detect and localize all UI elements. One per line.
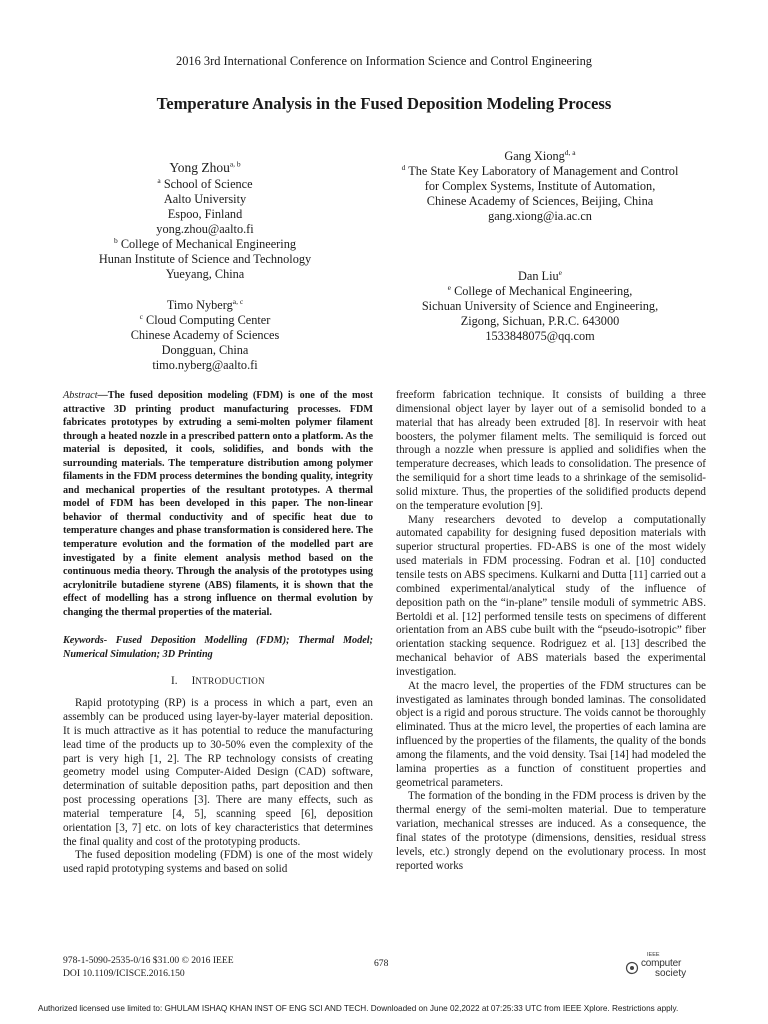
author-email: 1533848075@qq.com (485, 329, 595, 343)
logo-text-computer: computer (641, 958, 682, 969)
author-email: yong.zhou@aalto.fi (156, 222, 254, 236)
paragraph: Many researchers devoted to develop a computationally automated capability for designing fused deposition materials with superior structural properties. FD-ABS is one of the most widely used materials in FDM processing. Fodran et al. [10] conducted tensile tests on ABS specimens. Kulkarni and Dutta [11] carried out a combined experimental/analytical study of the influence of deposition path on the “in-plane” tensile moduli of symmetric ABS. Bertoldi et al. [12] performed tensile tests on specimens of different orientation from an ABS cube built with the “pseudo-isotropic” fiber orientation stacking sequence. Rodriguez et al. [13] described the mechanical behavior of ABS materials based the experimental investigation. (396, 513, 706, 678)
author-block-left (55, 160, 355, 373)
author-block-right (380, 149, 700, 344)
affiliation-line: Sichuan University of Science and Engineering, (421, 299, 659, 313)
page-number: 678 (374, 958, 389, 969)
author-name-dan-liu: Dan Liu$^e$ (518, 267, 562, 283)
authorized-use-notice: Authorized licensed use limited to: GHULAM ISHAQ KHAN INST OF ENG SCI AND TECH. Downloaded on June 02,2022 at 07:25:33 UTC from IEEE Xplore. Restrictions apply. (38, 1004, 679, 1013)
computer-society-icon (625, 961, 639, 975)
author-email: gang.xiong@ia.ac.cn (488, 209, 592, 223)
affiliation-line: $^c$ Cloud Computing Center (139, 311, 271, 327)
affiliation-line: Espoo, Finland (167, 207, 243, 221)
paragraph: freeform fabrication technique. It consists of building a three dimensional object layer by layer out of a semisolid bonded to a material that has already been extruded [8]. In reservoir with heat boosters, the polymer filament melts. The semiliquid is forced out through a nozzle when pressure is applied and solidifies when the temperature decreases, which leads to consolidation. The presence of the semiliquid for a short time leads to a shrinkage of the semisolid-solid mixture. Thus, the properties of the solidified products depend on the temperature evolution [9]. (396, 389, 706, 512)
affiliation-line: Chinese Academy of Sciences, Beijing, China (426, 194, 654, 208)
footer-doi: DOI 10.1109/ICISCE.2016.150 (63, 968, 185, 979)
section-heading-introduction: I. INTRODUCTION (171, 675, 265, 688)
affiliation-line: Yueyang, China (165, 267, 245, 281)
abstract: Abstract—The fused deposition modeling (FDM) is one of the most attractive 3D printing product manufacturing processes. FDM fabricates prototypes by extruding a semi-molten polymer filament through a heated nozzle in a prescribed pattern onto a platform. As the material is deposited, it cools, solidifies, and bonds with the surrounding materials. The temperature distribution among polymer filaments in the FDM process determines the bonding quality, integrity and mechanical properties of the resultant prototypes. A thermal model of FDM has been developed in this paper. The non-linear behavior of thermal conductivity and of specific heat due to temperature changes and phase transformation is considered here. The temperature evolution and the formation of the modelled part are investigated by a finite element analysis method based on the continuous media theory. Through the analysis of the prototypes using acrylonitrile butadiene styrene (ABS) filaments, it is shown that the effect of modelling has a strong influence on thermal evolution by changing the thermal properties of the material. (63, 390, 373, 618)
affiliation-line: for Complex Systems, Institute of Automation, (424, 179, 656, 193)
affiliation-line: $^e$ College of Mechanical Engineering, (447, 282, 633, 298)
paragraph: Rapid prototyping (RP) is a process in which a part, even an assembly can be produced using layer-by-layer material deposition. It is much attractive as it has potential to reduce the manufacturing lead time of the products up to 30-50% even the complexity of the part is very high [1, 2]. The RP technology consists of creating geometry model using Computer-Aided Design (CAD) software, determination of suitable deposition paths, part deposition and then post processing operations [3]. There are many effects, such as material temperature [4, 5], scanning speed [6], deposition orientation [3, 7] etc. on lots of key characteristics that determines the final quality and cost of the prototyping products. (63, 697, 373, 848)
conference-name: 2016 3rd International Conference on Information Science and Control Engineering (176, 54, 592, 68)
affiliation-line: Aalto University (163, 192, 247, 206)
author-email: timo.nyberg@aalto.fi (152, 358, 258, 372)
paper-title: Temperature Analysis in the Fused Deposition Modeling Process (156, 94, 612, 113)
paragraph: The formation of the bonding in the FDM process is driven by the thermal energy of the semi-molten material. Due to temperature variation, mechanical stresses are induced. As a consequence, the final states of the prototype (dimensions, densities, residual stress levels, etc.) strongly depend on the evolutionary process. In most reported works (396, 790, 706, 872)
paragraph: The fused deposition modeling (FDM) is one of the most widely used rapid prototyping systems and based on solid (63, 849, 373, 876)
affiliation-line: Dongguan, China (161, 343, 249, 357)
author-name-gang-xiong: Gang Xiong$^{d, a}$ (504, 147, 576, 163)
left-column (63, 389, 373, 877)
affiliation-line: $^d$ The State Key Laboratory of Management and Control (401, 162, 679, 178)
affiliation-line: Hunan Institute of Science and Technology (98, 252, 312, 266)
ieee-computer-society-logo (625, 952, 705, 980)
right-column (396, 389, 706, 874)
author-name-timo-nyberg: Timo Nyberg$^{a, c}$ (166, 296, 244, 312)
logo-text-ieee: IEEE (647, 952, 660, 958)
logo-text-society: society (655, 968, 687, 979)
paragraph: At the macro level, the properties of the FDM structures can be investigated as laminates through bonded laminas. The consolidated object is a rigid and porous structure. The voids cannot be thoroughly eliminated. Thus at the micro level, the properties of each lamina are influenced by the properties of the filaments, the quality of the bonds among the filaments, and the void density. Tsai [14] had modeled the lamina properties as a function of constituent properties and geometrical parameters. (396, 679, 706, 789)
footer-isbn: 978-1-5090-2535-0/16 $31.00 © 2016 IEEE (63, 955, 234, 966)
author-name-yong-zhou: Yong Zhou$^{a, b}$ (169, 159, 241, 175)
affiliation-line: $^b$ College of Mechanical Engineering (114, 235, 296, 251)
affiliation-line: $^a$ School of Science (157, 175, 253, 191)
affiliation-line: Chinese Academy of Sciences (130, 328, 280, 342)
keywords: Keywords- Fused Deposition Modelling (FDM); Thermal Model; Numerical Simulation; 3D Printing (63, 635, 373, 660)
affiliation-line: Zigong, Sichuan, P.R.C. 643000 (460, 314, 620, 328)
